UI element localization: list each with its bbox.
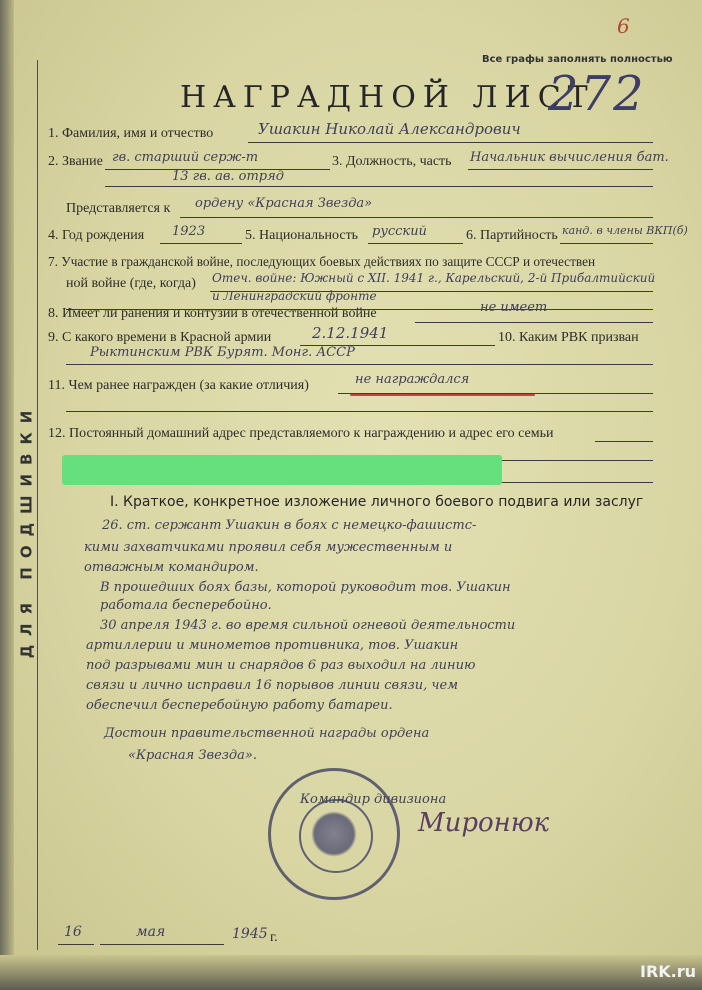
narrative-line: связи и лично исправил 16 порывов линии связи, чем bbox=[86, 678, 458, 693]
label-birth-year: 4. Год рождения bbox=[48, 228, 145, 243]
label-nationality: 5. Национальность bbox=[245, 228, 359, 243]
narrative-line: Достоин правительственной награды ордена bbox=[104, 726, 430, 741]
value-birth-year: 1923 bbox=[172, 224, 206, 239]
narrative-line: 26. ст. сержант Ушакин в боях с немецко-фашистс- bbox=[102, 518, 477, 533]
form-title: НАГРАДНОЙ ЛИСТ bbox=[180, 80, 595, 115]
value-wounds: не имеет bbox=[480, 300, 548, 315]
section-title: I. Краткое, конкретное изложение личного боевого подвига или заслуг bbox=[110, 494, 644, 510]
signature-title: Командир дивизиона bbox=[300, 792, 447, 807]
label-address: 12. Постоянный домашний адрес представляемого к награждению и адрес его семьи bbox=[48, 426, 554, 441]
label-prev-awards: 11. Чем ранее награжден (за какие отличия) bbox=[48, 378, 309, 393]
value-war-2: и Ленинградский фронте bbox=[212, 289, 377, 303]
label-rank: 2. Звание bbox=[48, 154, 103, 169]
value-name: Ушакин Николай Александрович bbox=[258, 120, 521, 138]
value-war-1: Отеч. войне: Южный с XII. 1941 г., Карельский, 2-й Прибалтийский bbox=[212, 271, 656, 285]
label-name: 1. Фамилия, имя и отчество bbox=[48, 126, 214, 141]
label-nominated: Представляется к bbox=[66, 201, 171, 216]
narrative-line: 30 апреля 1943 г. во время сильной огневой деятельности bbox=[100, 618, 516, 633]
paper-edge-bottom bbox=[0, 955, 702, 990]
value-nationality: русский bbox=[372, 224, 427, 239]
date-year-suffix: г. bbox=[270, 930, 278, 945]
corner-mark: 6 bbox=[617, 14, 630, 38]
label-since: 9. С какого времени в Красной армии bbox=[48, 330, 272, 345]
value-nominated: ордену «Красная Звезда» bbox=[195, 196, 373, 211]
narrative-line: отважным командиром. bbox=[84, 560, 259, 575]
narrative-line: работала бесперебойно. bbox=[100, 598, 272, 613]
narrative-line: В прошедших боях базы, которой руководит тов. Ушакин bbox=[100, 580, 511, 595]
fill-instruction: Все графы заполнять полностью bbox=[482, 54, 673, 65]
binding-margin-label: ДЛЯ ПОДШИВКИ bbox=[17, 401, 35, 659]
narrative-line: «Красная Звезда». bbox=[128, 748, 257, 763]
sheet-number: 272 bbox=[548, 66, 646, 122]
signature: Миронюк bbox=[418, 808, 550, 838]
label-rvk: 10. Каким РВК призван bbox=[498, 330, 639, 345]
unit-stamp bbox=[268, 768, 400, 900]
value-prev-awards: не награждался bbox=[355, 372, 470, 387]
label-wounds: 8. Имеет ли ранения и контузии в отечественной войне bbox=[48, 306, 377, 321]
label-war-line2: ной войне (где, когда) bbox=[66, 276, 196, 291]
value-unit: 13 гв. ав. отряд bbox=[172, 169, 284, 184]
value-rank: гв. старший серж-т bbox=[112, 150, 259, 165]
date-day: 16 bbox=[64, 924, 82, 940]
red-underline bbox=[350, 394, 535, 396]
label-position: 3. Должность, часть bbox=[332, 154, 452, 169]
value-position: Начальник вычисления бат. bbox=[470, 150, 669, 165]
value-since: 2.12.1941 bbox=[312, 324, 389, 342]
narrative-line: обеспечил бесперебойную работу батареи. bbox=[86, 698, 393, 713]
narrative-line: под разрывами мин и снарядов 6 раз выходил на линию bbox=[86, 658, 476, 673]
value-party: канд. в члены ВКП(б) bbox=[562, 224, 688, 237]
value-rvk: Рыктинским РВК Бурят. Монг. АССР bbox=[90, 345, 355, 360]
watermark-logo: IRK.ru bbox=[640, 962, 697, 981]
redacted-address bbox=[62, 455, 502, 485]
date-year: 1945 bbox=[232, 926, 268, 942]
narrative-line: кими захватчиками проявил себя мужественным и bbox=[84, 540, 453, 555]
label-party: 6. Партийность bbox=[466, 228, 558, 243]
narrative-line: артиллерии и минометов противника, тов. Ушакин bbox=[86, 638, 459, 653]
label-war-line1: 7. Участие в гражданской войне, последующих боевых действиях по защите СССР и отечествен bbox=[48, 254, 596, 269]
emblem-icon bbox=[311, 811, 357, 857]
date-month: мая bbox=[136, 924, 166, 940]
